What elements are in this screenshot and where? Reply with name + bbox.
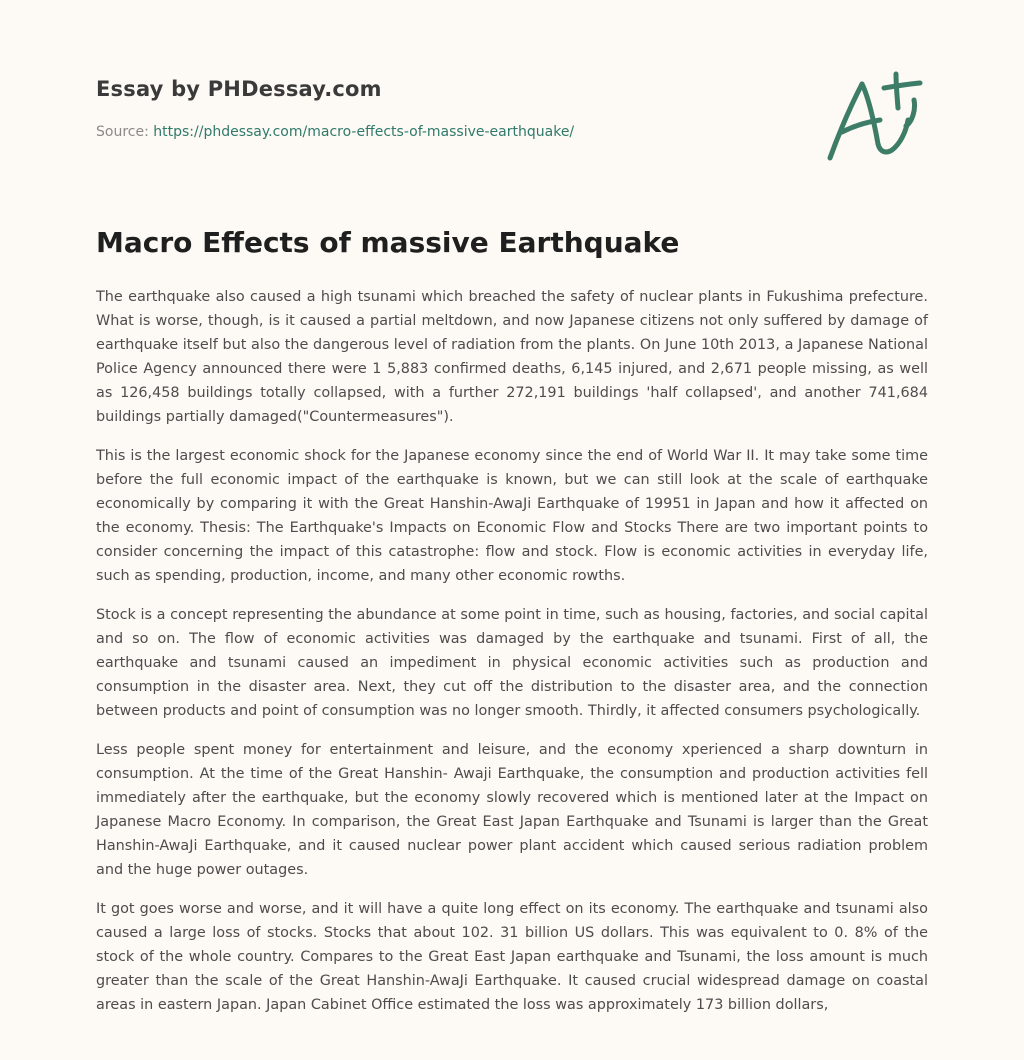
a-plus-logo-icon bbox=[820, 66, 930, 166]
essay-title: Macro Effects of massive Earthquake bbox=[96, 226, 680, 259]
source-label: Source: bbox=[96, 124, 154, 140]
essay-paragraph: Stock is a concept representing the abundance at some point in time, such as housing, factories, and social capital and so on. The flow of economic activities was damaged by the earthquake and tsunami. First of all, the earthquake and tsunami caused an impediment in physical economic activities such as production and consumption in the disaster area. Next, they cut off the distribution to the disaster area, and the connection between products and point of consumption was no longer smooth. Thirdly, it affected consumers psychologically. bbox=[96, 607, 928, 719]
source-line bbox=[96, 124, 574, 140]
essay-paragraph: The earthquake also caused a high tsunami which breached the safety of nuclear plants in Fukushima prefecture. What is worse, though, is it caused a partial meltdown, and now Japanese citizens not only suffered by damage of earthquake itself but also the dangerous level of radiation from the plants. On June 10th 2013, a Japanese National Police Agency announced there were 1 5,883 confirmed deaths, 6,145 injured, and 2,671 people missing, as well as 126,458 buildings totally collapsed, with a further 272,191 buildings 'half collapsed', and another 741,684 buildings partially damaged("Countermeasures"). bbox=[96, 289, 928, 425]
essay-body bbox=[96, 285, 928, 1032]
site-title: Essay by PHDessay.com bbox=[96, 77, 382, 101]
essay-paragraph: It got goes worse and worse, and it will have a quite long effect on its economy. The earthquake and tsunami also caused a large loss of stocks. Stocks that about 102. 31 billion US dollars. This was equivalent to 0. 8% of the stock of the whole country. Compares to the Great East Japan earthquake and Tsunami, the loss amount is much greater than the scale of the Great Hanshin-AwaJi Earthquake. It caused crucial widespread damage on coastal areas in eastern Japan. Japan Cabinet Office estimated the loss was approximately 173 billion dollars, bbox=[96, 901, 928, 1013]
essay-paragraph: Less people spent money for entertainment and leisure, and the economy xperienced a sharp downturn in consumption. At the time of the Great Hanshin- Awaji Earthquake, the consumption and production activities fell immediately after the earthquake, but the economy slowly recovered which is mentioned later at the Impact on Japanese Macro Economy. In comparison, the Great East Japan Earthquake and Tsunami is larger than the Great Hanshin-AwaJi Earthquake, and it caused nuclear power plant accident which caused serious radiation problem and the huge power outages. bbox=[96, 742, 928, 878]
essay-paragraph: This is the largest economic shock for the Japanese economy since the end of World War II. It may take some time before the full economic impact of the earthquake is known, but we can still look at the scale of earthquake economically by comparing it with the Great Hanshin-AwaJi Earthquake of 19951 in Japan and how it affected on the economy. Thesis: The Earthquake's Impacts on Economic Flow and Stocks There are two important points to consider concerning the impact of this catastrophe: flow and stock. Flow is economic activities in everyday life, such as spending, production, income, and many other economic rowths. bbox=[96, 448, 928, 584]
source-link[interactable]: https://phdessay.com/macro-effects-of-massive-earthquake/ bbox=[153, 124, 575, 140]
